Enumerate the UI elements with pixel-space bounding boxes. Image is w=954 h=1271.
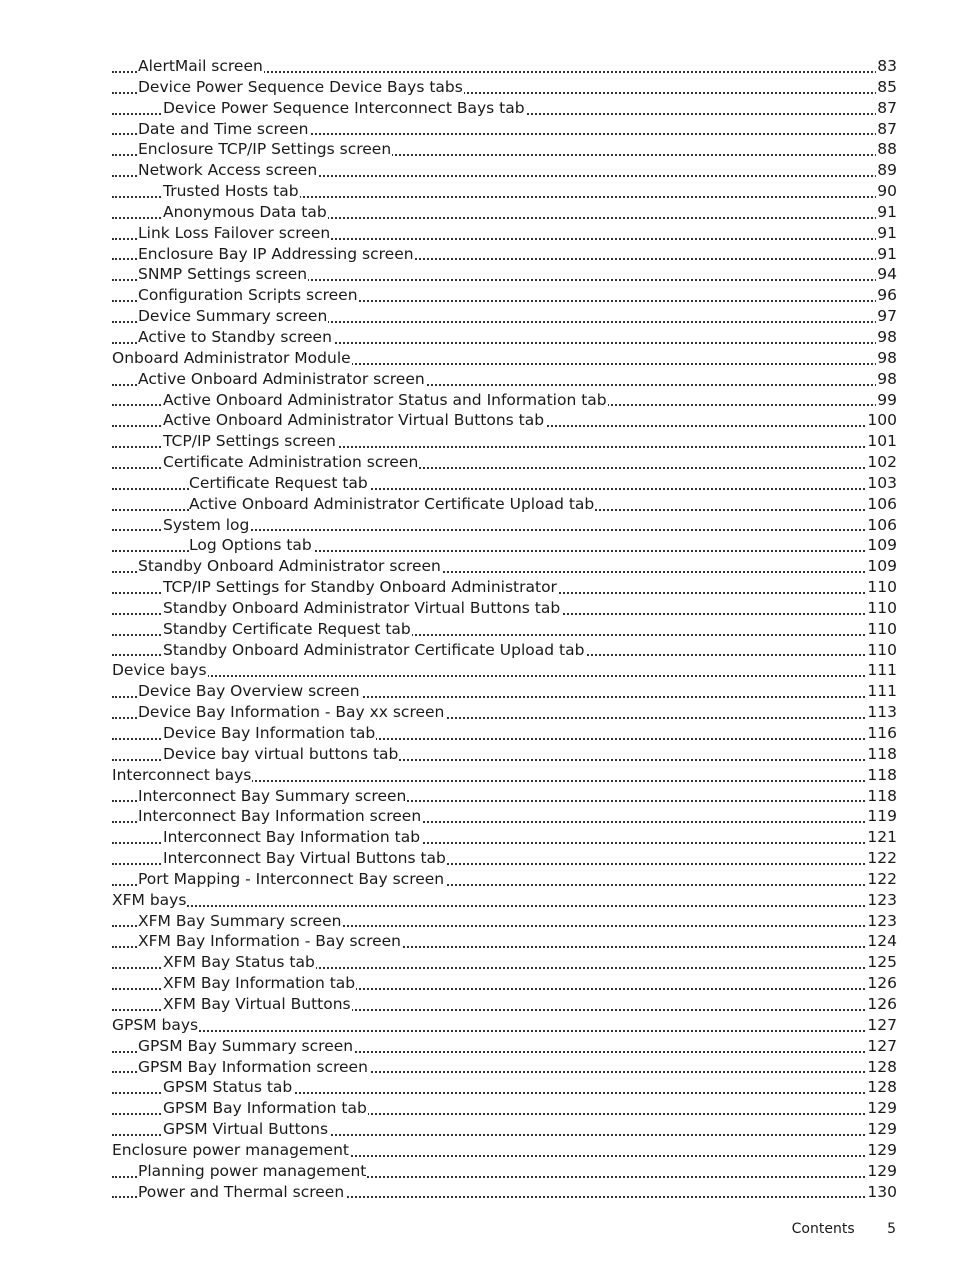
toc-entry-page: 123 <box>867 911 897 930</box>
toc-entry[interactable] <box>112 77 897 98</box>
toc-entry-page: 109 <box>867 536 897 555</box>
toc-entry[interactable] <box>112 285 897 306</box>
toc-entry-title: Device Bay Information tab <box>163 724 376 742</box>
toc-entry-title: Interconnect Bay Virtual Buttons tab <box>163 849 446 868</box>
toc-entry-title: TCP/IP Settings for Standby Onboard Administrator <box>163 578 557 597</box>
toc-entry[interactable] <box>112 890 897 911</box>
toc-entry-title: Device bay virtual buttons tab <box>163 744 399 763</box>
toc-entry-title: XFM Bay Virtual Buttons <box>163 994 351 1013</box>
toc-entry-page: 122 <box>867 849 897 868</box>
toc-entry[interactable] <box>112 139 897 160</box>
toc-entry[interactable] <box>112 827 897 848</box>
toc-entry-title: XFM Bay Information - Bay screen <box>138 932 401 951</box>
toc-entry-page: 98 <box>877 348 897 367</box>
toc-entry-title: GPSM Status tab <box>163 1078 293 1097</box>
toc-entry[interactable] <box>112 848 897 869</box>
toc-entry[interactable] <box>112 765 897 786</box>
toc-entry-title: Planning power management <box>138 1161 367 1180</box>
toc-entry[interactable] <box>112 181 897 202</box>
toc-entry[interactable] <box>112 410 897 431</box>
toc-entry-title: XFM bays <box>112 890 187 909</box>
toc-entry-page: 127 <box>867 1036 897 1055</box>
toc-entry-page: 102 <box>867 453 897 472</box>
toc-entry[interactable] <box>112 806 897 827</box>
dot-leader <box>112 675 897 677</box>
toc-entry-title: GPSM Bay Summary screen <box>138 1036 354 1055</box>
toc-entry[interactable] <box>112 223 897 244</box>
toc-entry-title: Active Onboard Administrator Status and Information tab <box>163 390 607 409</box>
toc-entry-page: 118 <box>867 765 897 784</box>
toc-entry-page: 126 <box>867 974 897 993</box>
toc-entry-page: 89 <box>877 161 897 180</box>
toc-entry-title: Enclosure Bay IP Addressing screen <box>138 244 414 263</box>
toc-entry-title: XFM Bay Information tab <box>163 974 356 993</box>
toc-entry[interactable] <box>112 931 897 952</box>
toc-entry[interactable] <box>112 1015 897 1036</box>
toc-entry-page: 118 <box>867 786 897 805</box>
toc-entry-page: 124 <box>867 932 897 951</box>
toc-entry-page: 98 <box>877 369 897 388</box>
toc-entry-page: 119 <box>867 807 897 826</box>
toc-entry-title: Device Summary screen <box>138 307 328 326</box>
footer-page-number: 5 <box>887 1221 896 1237</box>
toc-entry-title: Network Access screen <box>138 161 318 180</box>
toc-entry-page: 91 <box>877 202 897 221</box>
toc-entry-title: Enclosure power management <box>112 1140 349 1159</box>
toc-entry-page: 90 <box>877 182 897 201</box>
toc-entry-title: Device Bay Information - Bay xx screen <box>138 703 445 722</box>
toc-entry[interactable] <box>112 952 897 973</box>
toc-entry-title: Interconnect Bay Summary screen <box>138 786 407 805</box>
toc-entry[interactable] <box>112 619 897 640</box>
toc-entry[interactable] <box>112 160 897 181</box>
toc-entry[interactable] <box>112 98 897 119</box>
toc-entry[interactable] <box>112 681 897 702</box>
toc-entry-title: Interconnect Bay Information screen <box>138 807 422 826</box>
toc-entry-title: GPSM Bay Information tab <box>163 1099 367 1118</box>
toc-entry[interactable] <box>112 515 897 536</box>
toc-entry-title: Active Onboard Administrator Certificate Upload tab <box>189 494 595 513</box>
toc-entry[interactable] <box>112 1098 897 1119</box>
toc-entry[interactable] <box>112 744 897 765</box>
toc-entry-page: 103 <box>867 473 897 492</box>
toc-entry[interactable] <box>112 264 897 285</box>
toc-entry-page: 96 <box>877 286 897 305</box>
toc-entry[interactable] <box>112 244 897 265</box>
toc-entry[interactable] <box>112 431 897 452</box>
toc-entry-title: Interconnect bays <box>112 765 252 784</box>
toc-entry[interactable] <box>112 660 897 681</box>
toc-entry-title: XFM Bay Status tab <box>163 953 315 972</box>
toc-entry[interactable] <box>112 535 897 556</box>
toc-entry-title: Standby Onboard Administrator screen <box>138 557 441 576</box>
toc-entry[interactable] <box>112 702 897 723</box>
toc-entry-title: AlertMail screen <box>138 57 263 75</box>
toc-entry-page: 101 <box>867 432 897 451</box>
toc-entry-page: 87 <box>877 98 897 117</box>
toc-entry-title: System log <box>163 515 250 534</box>
toc-entry-title: Anonymous Data tab <box>163 202 327 221</box>
toc-entry-title: Standby Certificate Request tab <box>163 619 411 638</box>
toc-entry-title: GPSM bays <box>112 1015 199 1034</box>
toc-entry-title: Device bays <box>112 661 207 680</box>
toc-entry-title: Device Bay Overview screen <box>138 682 360 701</box>
toc-entry-page: 110 <box>867 640 897 659</box>
toc-entry-page: 85 <box>877 77 897 96</box>
toc-entry[interactable] <box>112 723 897 744</box>
toc-entry-title: Link Loss Failover screen <box>138 223 331 242</box>
toc-entry-page: 127 <box>867 1015 897 1034</box>
toc-entry-page: 111 <box>867 661 897 680</box>
toc-entry-title: XFM Bay Summary screen <box>138 911 342 930</box>
toc-entry-page: 83 <box>877 57 897 75</box>
toc-entry-page: 110 <box>867 598 897 617</box>
toc-entry[interactable] <box>112 598 897 619</box>
toc-entry[interactable] <box>112 786 897 807</box>
toc-entry-page: 118 <box>867 744 897 763</box>
toc-entry-page: 110 <box>867 619 897 638</box>
toc-entry[interactable] <box>112 911 897 932</box>
table-of-contents <box>112 56 897 1202</box>
toc-entry-page: 128 <box>867 1057 897 1076</box>
toc-entry[interactable] <box>112 473 897 494</box>
toc-entry[interactable] <box>112 119 897 140</box>
toc-entry-title: Enclosure TCP/IP Settings screen <box>138 140 392 159</box>
toc-entry-page: 130 <box>867 1182 897 1201</box>
toc-entry[interactable] <box>112 306 897 327</box>
toc-entry-page: 87 <box>877 119 897 138</box>
dot-leader <box>112 1030 897 1032</box>
toc-entry[interactable] <box>112 452 897 473</box>
toc-entry[interactable] <box>112 1036 897 1057</box>
toc-entry-title: Interconnect Bay Information tab <box>163 828 421 847</box>
toc-entry[interactable] <box>112 390 897 411</box>
toc-entry[interactable] <box>112 1161 897 1182</box>
toc-entry-title: GPSM Virtual Buttons <box>163 1120 329 1139</box>
toc-entry-page: 106 <box>867 494 897 513</box>
toc-entry-page: 94 <box>877 265 897 284</box>
toc-entry-title: Onboard Administrator Module <box>112 348 351 367</box>
toc-entry[interactable] <box>112 869 897 890</box>
toc-entry-page: 116 <box>867 724 897 742</box>
toc-entry-title: Active Onboard Administrator screen <box>138 369 425 388</box>
toc-entry-page: 129 <box>867 1161 897 1180</box>
toc-entry-title: Power and Thermal screen <box>138 1182 345 1201</box>
toc-entry-page: 99 <box>877 390 897 409</box>
toc-entry-title: Device Power Sequence Device Bays tabs <box>138 77 463 96</box>
page-footer <box>792 1221 896 1237</box>
toc-entry-page: 98 <box>877 327 897 346</box>
toc-entry-page: 111 <box>867 682 897 701</box>
toc-entry-title: Date and Time screen <box>138 119 309 138</box>
toc-entry-page: 100 <box>867 411 897 430</box>
toc-entry-title: Configuration Scripts screen <box>138 286 358 305</box>
toc-entry-page: 122 <box>867 869 897 888</box>
toc-entry-page: 129 <box>867 1140 897 1159</box>
toc-entry-page: 97 <box>877 307 897 326</box>
toc-entry[interactable] <box>112 494 897 515</box>
toc-entry-page: 129 <box>867 1120 897 1139</box>
toc-entry[interactable] <box>112 994 897 1015</box>
toc-entry-title: Standby Onboard Administrator Virtual Buttons tab <box>163 598 561 617</box>
toc-entry-page: 129 <box>867 1099 897 1118</box>
toc-entry[interactable] <box>112 577 897 598</box>
toc-entry[interactable] <box>112 327 897 348</box>
toc-entry[interactable] <box>112 1119 897 1140</box>
toc-entry-title: TCP/IP Settings screen <box>163 432 336 451</box>
toc-entry-page: 121 <box>867 828 897 847</box>
toc-entry[interactable] <box>112 1057 897 1078</box>
toc-entry-page: 91 <box>877 223 897 242</box>
toc-entry-title: Port Mapping - Interconnect Bay screen <box>138 869 445 888</box>
toc-entry[interactable] <box>112 556 897 577</box>
toc-entry-page: 88 <box>877 140 897 159</box>
toc-entry-page: 109 <box>867 557 897 576</box>
toc-entry-page: 110 <box>867 578 897 597</box>
toc-entry-title: Trusted Hosts tab <box>163 182 299 201</box>
toc-entry-title: Active to Standby screen <box>138 327 332 346</box>
toc-entry[interactable] <box>112 1077 897 1098</box>
toc-entry-page: 126 <box>867 994 897 1013</box>
toc-entry-title: Standby Onboard Administrator Certificate Upload tab <box>163 640 585 659</box>
toc-entry[interactable] <box>112 369 897 390</box>
toc-entry-page: 91 <box>877 244 897 263</box>
toc-entry[interactable] <box>112 56 897 77</box>
toc-entry-page: 123 <box>867 890 897 909</box>
toc-entry-page: 113 <box>867 703 897 722</box>
toc-entry-title: Active Onboard Administrator Virtual Buttons tab <box>163 411 545 430</box>
dot-leader <box>112 905 897 907</box>
toc-entry-title: Certificate Request tab <box>189 473 368 492</box>
footer-label: Contents <box>791 1221 855 1237</box>
toc-entry-page: 128 <box>867 1078 897 1097</box>
toc-entry[interactable] <box>112 202 897 223</box>
toc-entry[interactable] <box>112 1140 897 1161</box>
toc-entry-title: GPSM Bay Information screen <box>138 1057 368 1076</box>
toc-entry-title: SNMP Settings screen <box>138 265 308 284</box>
toc-entry-title: Log Options tab <box>189 536 312 555</box>
toc-entry[interactable] <box>112 973 897 994</box>
toc-entry-title: Certificate Administration screen <box>163 453 419 472</box>
toc-entry[interactable] <box>112 640 897 661</box>
toc-entry-page: 125 <box>867 953 897 972</box>
toc-entry-title: Device Power Sequence Interconnect Bays tab <box>163 98 525 117</box>
toc-entry[interactable] <box>112 348 897 369</box>
toc-entry[interactable] <box>112 1182 897 1203</box>
toc-entry-page: 106 <box>867 515 897 534</box>
